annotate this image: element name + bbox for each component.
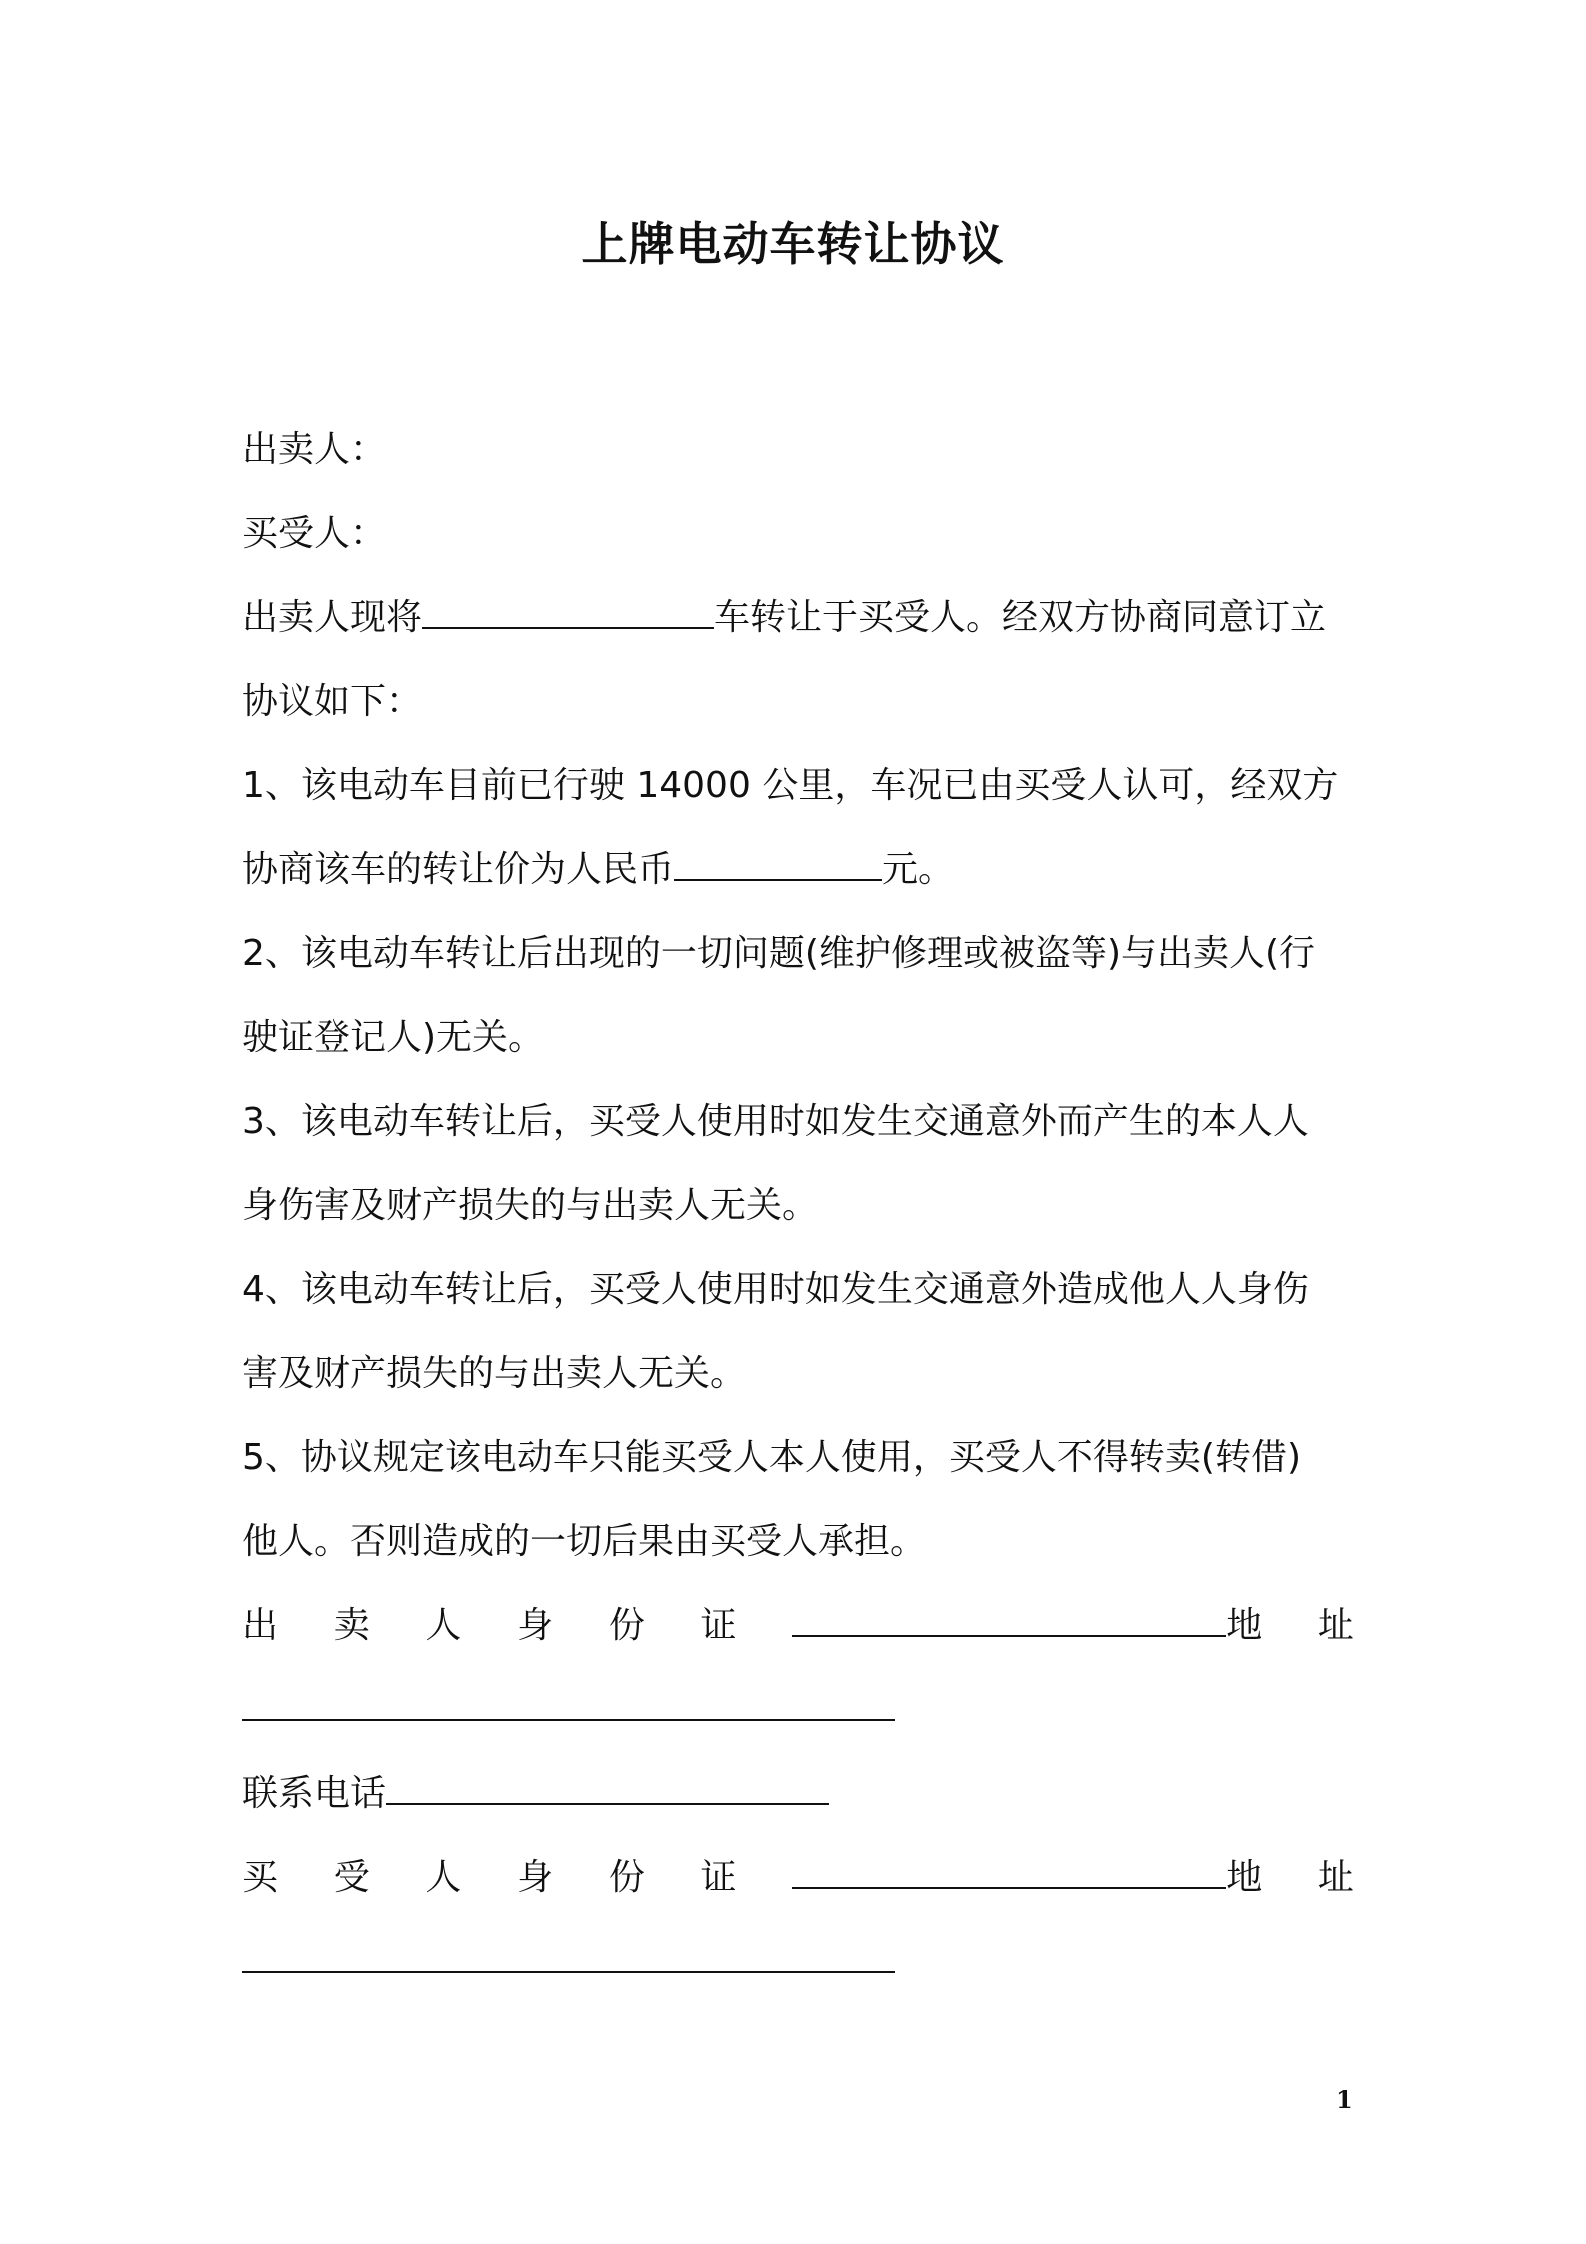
seller-id-char: 身 xyxy=(517,1605,554,1646)
clause-4-line-1: 4、该电动车转让后，买受人使用时如发生交通意外造成他人人身伤 xyxy=(242,1269,1309,1310)
buyer-id-char: 证 xyxy=(700,1857,737,1898)
clause-2-line-1: 2、该电动车转让后出现的一切问题(维护修理或被盗等)与出卖人(行 xyxy=(242,933,1316,974)
buyer-id-char: 身 xyxy=(517,1857,554,1898)
seller-id-char: 卖 xyxy=(333,1605,370,1646)
seller-label: 出卖人： xyxy=(242,429,387,470)
buyer-label: 买受人： xyxy=(242,513,387,554)
clause-1-line-2 xyxy=(242,828,1354,912)
buyer-address-line xyxy=(242,1920,1354,2004)
phone-line xyxy=(242,1752,1354,1836)
buyer-address-char: 地 xyxy=(1226,1857,1263,1898)
vehicle-blank xyxy=(422,589,714,629)
seller-id-char: 证 xyxy=(700,1605,737,1646)
clause-4-line-2: 害及财产损失的与出卖人无关。 xyxy=(242,1353,747,1394)
page-number: 1 xyxy=(1336,2085,1353,2114)
buyer-address-char: 址 xyxy=(1317,1857,1354,1898)
phone-blank xyxy=(386,1765,829,1805)
buyer-id-char: 人 xyxy=(425,1857,462,1898)
buyer-id-blank xyxy=(792,1849,1226,1889)
intro-text-2: 车转让于买受人。经双方协商同意订立 xyxy=(714,597,1327,638)
seller-address-char: 地 xyxy=(1226,1605,1263,1646)
clause-1-line-1: 1、该电动车目前已行驶 14000 公里，车况已由买受人认可，经双方 xyxy=(242,765,1339,806)
clause-3-line-2: 身伤害及财产损失的与出卖人无关。 xyxy=(242,1185,819,1226)
clause-5-line-1: 5、协议规定该电动车只能买受人本人使用，买受人不得转卖(转借) xyxy=(242,1437,1301,1478)
buyer-id-field xyxy=(792,1836,1262,1920)
clause-1-text-2: 元。 xyxy=(882,849,955,890)
clause-3-line-1: 3、该电动车转让后，买受人使用时如发生交通意外而产生的本人人 xyxy=(242,1101,1309,1142)
price-blank xyxy=(674,841,882,881)
buyer-id-char: 买 xyxy=(242,1857,279,1898)
clause-1-text-1: 协商该车的转让价为人民币 xyxy=(242,849,675,890)
seller-id-blank xyxy=(792,1597,1226,1637)
buyer-id-line xyxy=(242,1836,1354,1920)
intro-text-1: 出卖人现将 xyxy=(242,597,423,638)
seller-address-blank xyxy=(242,1681,895,1721)
seller-id-line xyxy=(242,1584,1354,1668)
clause-2-line-2: 驶证登记人)无关。 xyxy=(242,1017,545,1058)
phone-label: 联系电话 xyxy=(242,1773,387,1814)
seller-id-char: 人 xyxy=(425,1605,462,1646)
buyer-id-char: 份 xyxy=(608,1857,645,1898)
seller-id-field xyxy=(792,1584,1262,1668)
intro-line-1 xyxy=(242,576,1354,660)
document-title: 上牌电动车转让协议 xyxy=(581,217,1005,271)
intro-line-2: 协议如下： xyxy=(242,681,423,722)
seller-id-char: 份 xyxy=(608,1605,645,1646)
seller-address-char: 址 xyxy=(1317,1605,1354,1646)
buyer-address-blank xyxy=(242,1933,895,1973)
seller-id-char: 出 xyxy=(242,1605,279,1646)
seller-address-line xyxy=(242,1668,1354,1752)
clause-5-line-2: 他人。否则造成的一切后果由买受人承担。 xyxy=(242,1521,927,1562)
buyer-id-char: 受 xyxy=(333,1857,370,1898)
document-body xyxy=(242,408,1354,2004)
